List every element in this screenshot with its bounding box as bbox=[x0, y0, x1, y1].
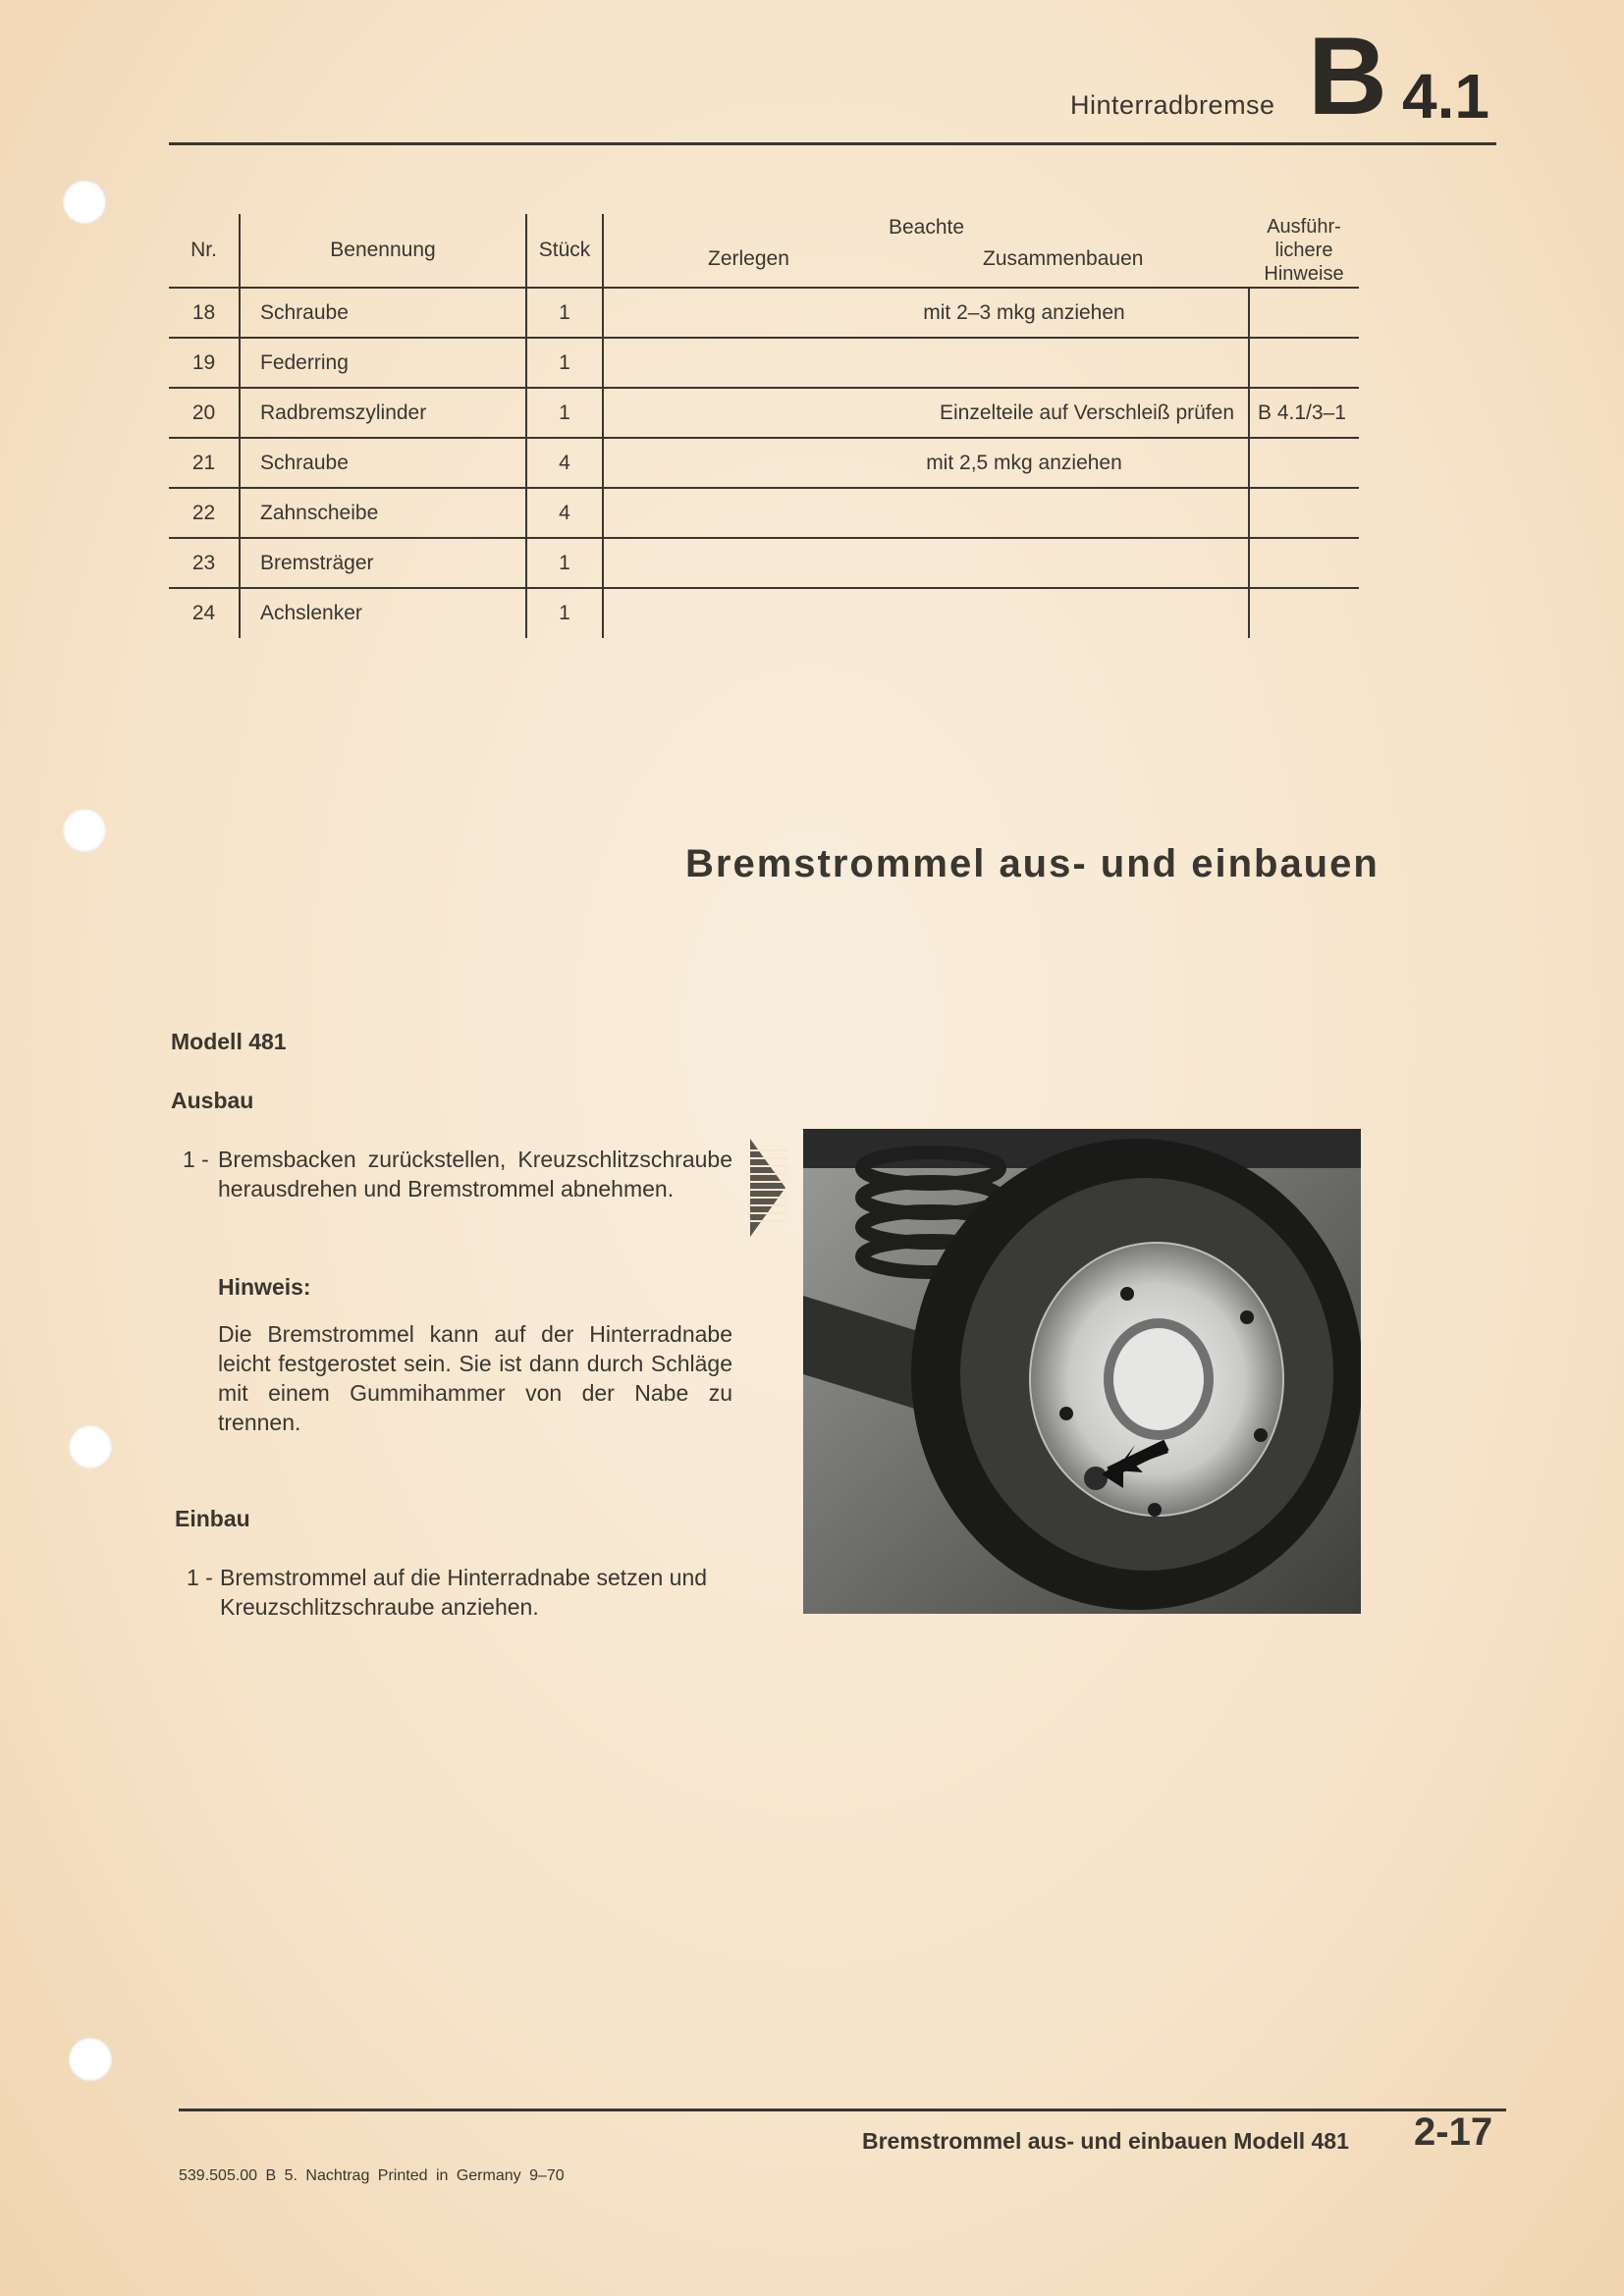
header-beachte bbox=[603, 214, 1249, 288]
row-note bbox=[603, 588, 1249, 638]
header-qty: Stück bbox=[526, 214, 603, 288]
row-note bbox=[603, 488, 1249, 538]
einbau-step-text: Bremstrommel auf die Hinterradnabe setzen und Kreuzschlitzschraube anziehen. bbox=[220, 1565, 708, 1620]
row-nr: 22 bbox=[169, 488, 240, 538]
brake-drum-photo bbox=[803, 1129, 1361, 1614]
footer-rule bbox=[179, 2109, 1506, 2111]
header-ref-line2: lichere bbox=[1274, 240, 1333, 261]
header-beachte-label: Beachte bbox=[888, 216, 965, 239]
table-header-row bbox=[169, 214, 1359, 288]
row-qty: 1 bbox=[526, 588, 603, 638]
row-ref bbox=[1249, 488, 1359, 538]
footer-title: Bremstrommel aus- und einbauen Modell 481 bbox=[862, 2128, 1349, 2154]
table-row bbox=[169, 538, 1359, 588]
page-number: 2-17 bbox=[1414, 2110, 1493, 2154]
section-code-number: 4.1 bbox=[1402, 61, 1489, 132]
header-ref bbox=[1249, 214, 1359, 288]
row-nr: 20 bbox=[169, 388, 240, 438]
row-ref bbox=[1249, 538, 1359, 588]
row-nr: 18 bbox=[169, 288, 240, 338]
row-name: Federring bbox=[240, 338, 526, 388]
punch-hole bbox=[69, 1425, 112, 1468]
einbau-step-number: 1 - bbox=[187, 1565, 213, 1590]
ausbau-step-number: 1 - bbox=[183, 1147, 209, 1172]
parts-table bbox=[169, 214, 1359, 638]
row-qty: 4 bbox=[526, 438, 603, 488]
header-zerlegen: Zerlegen bbox=[708, 247, 789, 270]
row-note: Einzelteile auf Verschleiß prüfen bbox=[603, 388, 1249, 438]
punch-hole bbox=[69, 2038, 112, 2081]
header-zusammenbauen: Zusammenbauen bbox=[983, 247, 1144, 270]
table-row bbox=[169, 438, 1359, 488]
row-nr: 24 bbox=[191, 602, 216, 624]
hinweis-label: Hinweis: bbox=[218, 1274, 311, 1300]
ausbau-step-text: Bremsbacken zurückstellen, Kreuzschlitzschraube herausdrehen und Bremstrommel abnehmen. bbox=[218, 1147, 732, 1201]
row-ref bbox=[1249, 438, 1359, 488]
ausbau-label: Ausbau bbox=[171, 1088, 254, 1113]
row-qty: 1 bbox=[526, 338, 603, 388]
footer-meta: 539.505.00 B 5. Nachtrag Printed in Germany 9–70 bbox=[179, 2167, 565, 2184]
row-qty: 4 bbox=[526, 488, 603, 538]
punch-hole bbox=[63, 809, 106, 852]
table-row bbox=[169, 488, 1359, 538]
row-name: Zahnscheibe bbox=[240, 488, 526, 538]
header-title: Hinterradbremse bbox=[1070, 90, 1275, 120]
table-row bbox=[169, 588, 1359, 638]
header-rule bbox=[169, 142, 1496, 145]
row-qty: 1 bbox=[526, 388, 603, 438]
section-code-letter: B bbox=[1308, 15, 1387, 137]
section-heading: Bremstrommel aus- und einbauen bbox=[685, 842, 1380, 885]
row-qty: 1 bbox=[526, 288, 603, 338]
row-name: Schraube bbox=[240, 288, 526, 338]
table-row bbox=[169, 288, 1359, 338]
row-note bbox=[603, 538, 1249, 588]
row-name: Bremsträger bbox=[240, 538, 526, 588]
row-note: mit 2,5 mkg anziehen bbox=[603, 438, 1249, 488]
header-ref-line1: Ausführ- bbox=[1267, 216, 1341, 238]
table-row bbox=[169, 338, 1359, 388]
row-nr: 23 bbox=[169, 538, 240, 588]
hinweis-text: Die Bremstrommel kann auf der Hinterradnabe leicht festgerostet sein. Sie ist dann durch Schläge mit einem Gummihammer von der Nabe zu trennen. bbox=[218, 1321, 732, 1435]
row-ref bbox=[1249, 338, 1359, 388]
einbau-label: Einbau bbox=[175, 1506, 250, 1531]
arrow-marker-icon bbox=[748, 1137, 787, 1239]
row-name: Radbremszylinder bbox=[240, 388, 526, 438]
row-note: mit 2–3 mkg anziehen bbox=[603, 288, 1249, 338]
row-nr: 19 bbox=[169, 338, 240, 388]
model-label: Modell 481 bbox=[171, 1029, 287, 1054]
punch-hole bbox=[63, 181, 106, 224]
header-ref-line3: Hinweise bbox=[1264, 263, 1344, 285]
row-name: Achslenker bbox=[240, 588, 526, 638]
row-ref bbox=[1249, 288, 1359, 338]
header-nr: Nr. bbox=[169, 214, 240, 288]
row-nr: 21 bbox=[169, 438, 240, 488]
row-ref: B 4.1/3–1 bbox=[1249, 388, 1359, 438]
row-name: Schraube bbox=[240, 438, 526, 488]
row-qty: 1 bbox=[526, 538, 603, 588]
row-note bbox=[603, 338, 1249, 388]
row-ref bbox=[1249, 588, 1359, 638]
table-row bbox=[169, 388, 1359, 438]
header-name: Benennung bbox=[240, 214, 526, 288]
